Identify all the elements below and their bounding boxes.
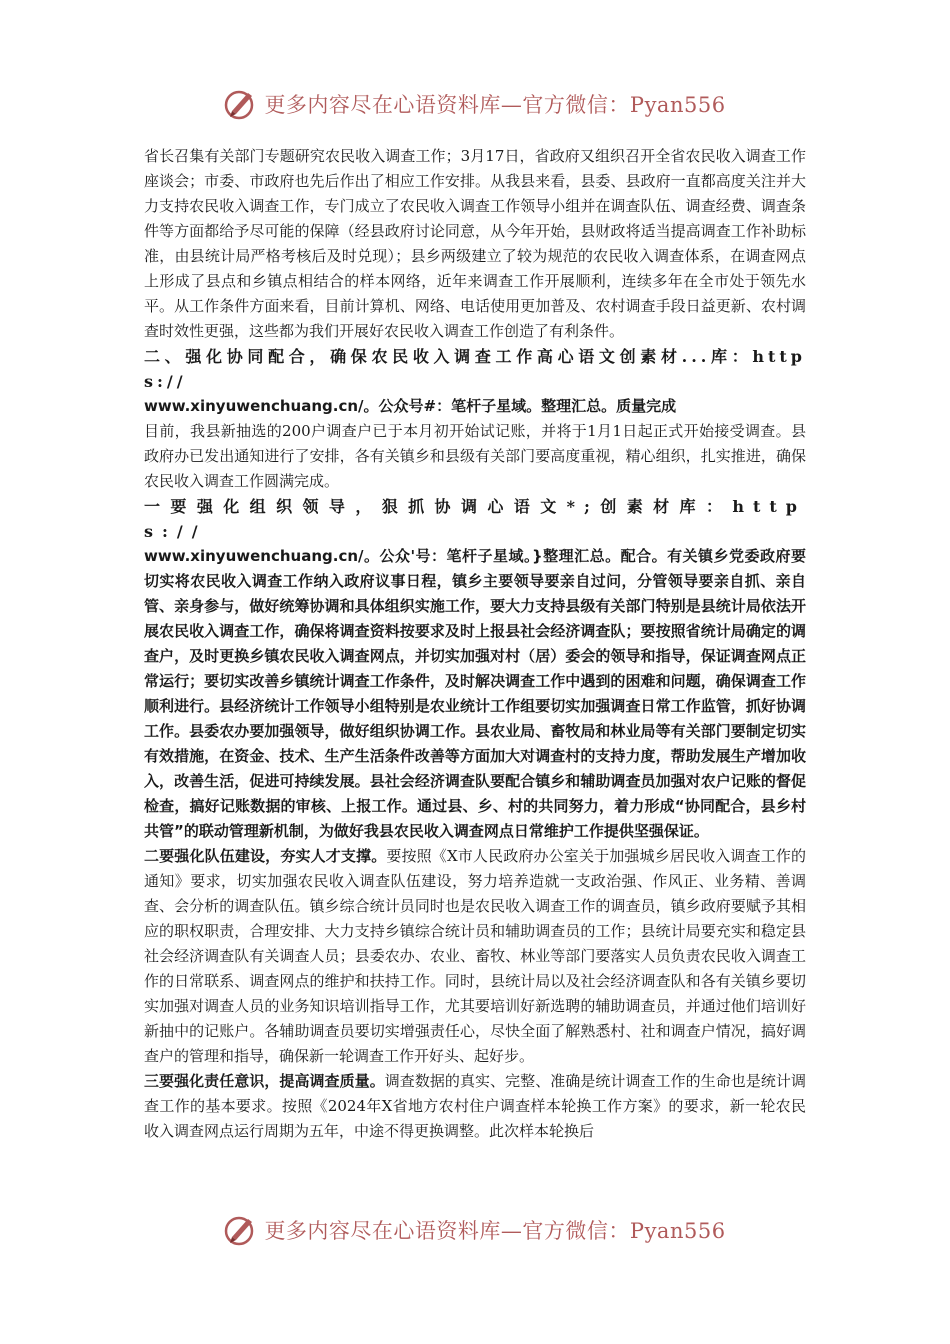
paragraph-responsibility-lead: 三要强化责任意识，提高调查质量。	[144, 1072, 385, 1090]
paragraph-organization	[144, 544, 806, 844]
paragraph-organization-lead: www.xinyuwenchuang.cn/。公众'号：笔杆子星域。}整理汇总。配合。	[144, 547, 668, 565]
header-banner	[0, 84, 950, 124]
footer-banner	[0, 1210, 950, 1250]
paragraph-organization-body: 有关镇乡党委政府要切实将农民收入调查工作纳入政府议事日程，镇乡主要领导要亲自过问，分管领导要亲自抓、亲自管、亲身参与，做好统筹协调和具体组织实施工作，要大力支持县级有关部门特别是县统计局依法开展农民收入调查工作，确保将调查资料按要求及时上报县社会经济调查队；要按照省统计局确定的调查户，及时更换乡镇农民收入调查网点，并切实加强对村（居）委会的领导和指导，保证调查网点正常运行；要切实改善乡镇统计调查工作条件，及时解决调查工作中遇到的困难和问题，确保调查工作顺利进行。县经济统计工作领导小组特别是农业统计工作组要切实加强调查日常工作监管，抓好协调工作。县委农办要加强领导，做好组织协调工作。县农业局、畜牧局和林业局等有关部门要制定切实有效措施，在资金、技术、生产生活条件改善等方面加大对调查村的支持力度，帮助发展生产增加收入，改善生活，促进可持续发展。县社会经济调查队要配合镇乡和辅助调查员加强对农户记账的督促检查，搞好记账数据的审核、上报工作。通过县、乡、村的共同努力，着力形成“协同配合，县乡村共管”的联动管理新机制，为做好我县农民收入调查网点日常维护工作提供坚强保证。	[144, 547, 806, 840]
paragraph-team-building-body: 要按照《X市人民政府办公室关于加强城乡居民收入调查工作的通知》要求，切实加强农民收入调查队伍建设，努力培养造就一支政治强、作风正、业务精、善调查、会分析的调查队伍。镇乡综合统计员同时也是农民收入调查工作的调查员，镇乡政府要赋予其相应的职权职责，合理安排、大力支持乡镇综合统计员和辅助调查员的工作；县统计局要充实和稳定县社会经济调查队有关调查人员；县委农办、农业、畜牧、林业等部门要落实人员负责农民收入调查工作的日常联系、调查网点的维护和扶持工作。同时，县统计局以及社会经济调查队和各有关镇乡要切实加强对调查人员的业务知识培训指导工作，尤其要培训好新选聘的辅助调查员，并通过他们培训好新抽中的记账户。各辅助调查员要切实增强责任心，尽快全面了解熟悉村、社和调查户情况，搞好调查户的管理和指导，确保新一轮调查工作开好头、起好步。	[144, 847, 806, 1065]
paragraph-current-status: 目前，我县新抽选的200户调查户已于本月初开始试记账，并将于1月1日起正式开始接受调查。县政府办已发出通知进行了安排，各有关镇乡和县级有关部门要高度重视，精心组织，扎实推进，确保农民收入调查工作圆满完成。	[144, 422, 806, 490]
paragraph-responsibility-body: 调查数据的真实、完整、准确是统计调查工作的生命也是统计调查工作的基本要求。按照《2024年X省地方农村住户调查样本轮换工作方案》的要求，新一轮农民收入调查网点运行周期为五年，中途不得更换调整。此次样本轮换后	[144, 1072, 806, 1140]
pen-logo-icon	[224, 87, 258, 121]
paragraph-team-building-lead: 二要强化队伍建设，夯实人才支撑。	[144, 847, 387, 865]
section-heading-2: 二、强化协同配合，确保农民收入调查工作高心语文创素材...库：https://	[144, 347, 806, 391]
paragraph-intro: 省长召集有关部门专题研究农民收入调查工作；3月17日，省政府又组织召开全省农民收入调查工作座谈会；市委、市政府也先后作出了相应工作安排。从我县来看，县委、县政府一直都高度关注并大力支持农民收入调查工作，专门成立了农民收入调查工作领导小组并在调查队伍、调查经费、调查条件等方面都给予尽可能的保障（经县政府讨论同意，从今年开始，县财政将适当提高调查工作补助标准，由县统计局严格考核后及时兑现）；县乡两级建立了较为规范的农民收入调查体系，在调查网点上形成了县点和乡镇点相结合的样本网络，近年来调查工作开展顺利，连续多年在全市处于领先水平。从工作条件方面来看，目前计算机、网络、电话使用更加普及、农村调查手段日益更新、农村调查时效性更强，这些都为我们开展好农民收入调查工作创造了有利条件。	[144, 147, 806, 340]
paragraph-team-building	[144, 844, 806, 1069]
pen-logo-icon	[224, 1213, 258, 1247]
section-heading-2-cont: www.xinyuwenchuang.cn/。公众号#：笔杆子星域。整理汇总。质量完成	[144, 397, 677, 415]
subsection-heading-1: 一要强化组织领导，狠抓协调心语文*;创素材库：https://	[144, 497, 806, 541]
banner-text: 更多内容尽在心语资料库—官方微信：Pyan556	[264, 1219, 726, 1243]
banner-text: 更多内容尽在心语资料库—官方微信：Pyan556	[264, 93, 726, 117]
paragraph-responsibility	[144, 1069, 806, 1144]
document-body	[144, 144, 806, 1144]
